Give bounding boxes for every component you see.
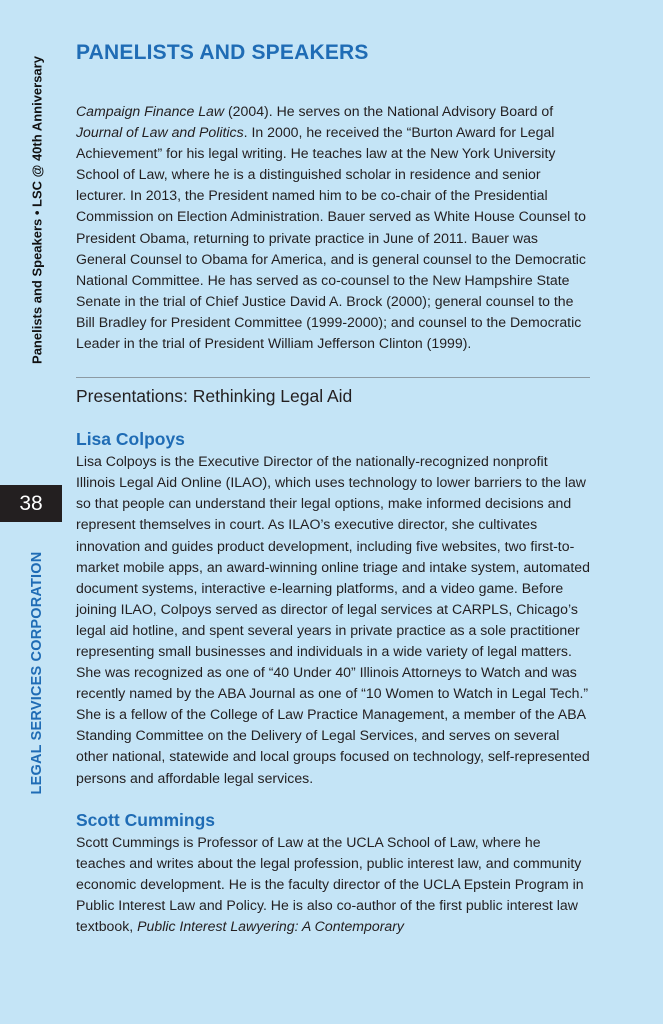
- continued-bio-paragraph: [76, 101, 590, 354]
- page-content: [76, 38, 590, 937]
- page-number: 38: [0, 485, 62, 522]
- speaker-bio: Lisa Colpoys is the Executive Director of the nationally-recognized nonprofit Illinois Legal Aid Online (ILAO), which uses technology to lower barriers to the law so that people can understand their legal options, make informed decisions and represent themselves in court. As ILAO’s executive director, she cultivates innovation and guides product development, including five websites, two first-to-market mobile apps, an award-winning online triage and intake system, automated document systems, interactive e-learning platforms, and a video game. Before joining ILAO, Colpoys served as director of legal services at CARPLS, Chicago’s legal aid hotline, and spent several years in private practice as a sole practitioner representing small businesses and individuals in a wide variety of legal matters. She was recognized as one of “40 Under 40” Illinois Attorneys to Watch and was recently named by the ABA Journal as one of “10 Women to Watch in Legal Tech.” She is a fellow of the College of Law Practice Management, a member of the ABA Standing Committee on the Delivery of Legal Services, and serves on several other national, statewide and local groups focused on technology, self-represented persons and affordable legal services.: [76, 453, 590, 786]
- speaker-name: Scott Cummings: [76, 809, 216, 830]
- book-title: Public Interest Lawyering: A Contemporary: [137, 918, 404, 934]
- speaker-bio: [76, 832, 590, 937]
- bio-text: (2004). He serves on the National Advisory Board of: [224, 103, 554, 119]
- section-title: Presentations: Rethinking Legal Aid: [76, 386, 353, 407]
- book-title: Campaign Finance Law: [76, 103, 225, 119]
- bio-text: Scott Cummings is Professor of Law at the UCLA School of Law, where he teaches and writes about the legal profession, public interest law, and community economic development. He is the faculty director of the UCLA Epstein Program in Public Interest Law and Policy. He is also co-author of the first public interest law textbook,: [76, 833, 584, 934]
- section-divider: [76, 377, 590, 378]
- sidebar-organization-name: LEGAL SERVICES CORPORATION: [29, 551, 45, 795]
- journal-title: Journal of Law and Politics: [76, 124, 244, 141]
- page-title: PANELISTS AND SPEAKERS: [76, 41, 369, 64]
- sidebar-running-header: Panelists and Speakers • LSC @ 40th Anniversary: [29, 56, 45, 364]
- speaker-name: Lisa Colpoys: [76, 429, 185, 450]
- bio-text: . In 2000, he received the “Burton Award for Legal Achievement” for his legal writing. He teaches law at the New York University School of Law, where he is a distinguished scholar in residence and senior lecturer. In 2013, the President named him to be co-chair of the Presidential Commission on Election Administration. Bauer served as White House Counsel to President Obama, returning to private practice in June of 2011. Bauer was General Counsel to Obama for America, and is general counsel to the Democratic National Committee. He has served as co-counsel to the New Hampshire State Senate in the trial of Chief Justice David A. Brock (2000); general counsel to the Bill Bradley for President Committee (1999-2000); and counsel to the Democratic Leader in the trial of President William Jefferson Clinton (1999).: [76, 124, 586, 352]
